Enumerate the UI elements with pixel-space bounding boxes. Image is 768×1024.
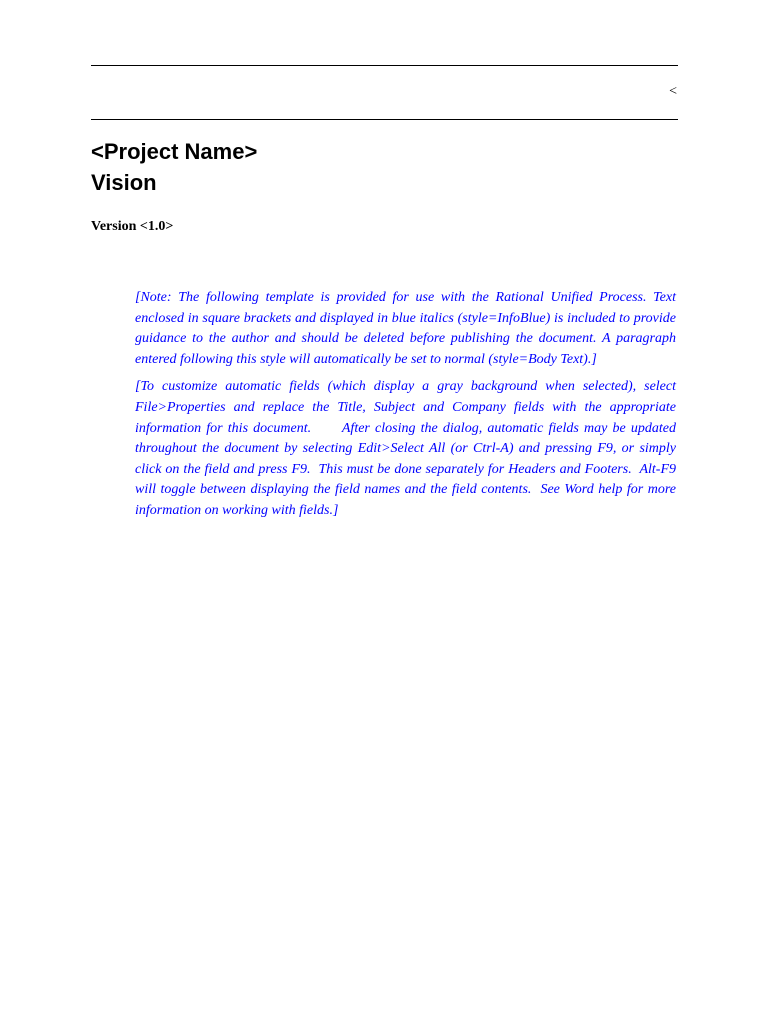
header-field-text: < bbox=[669, 84, 677, 99]
version-label: Version <1.0> bbox=[91, 219, 174, 234]
title-block bbox=[91, 136, 678, 198]
project-name-title: <Project Name> bbox=[91, 139, 258, 164]
customize-fields-note-paragraph: [To customize automatic fields (which display a gray background when selected), select File>Properties and replace the Title, Subject and Company fields with the appropriate information for this document. After closing the dialog, automatic fields may be updated throughout the document by selecting Edit>Select All (or Ctrl-A) and pressing F9, or simply click on the field and press F9. This must be done separately for Headers and Footers. Alt-F9 will toggle between displaying the field names and the field contents. See Word help for more information on working with fields.] bbox=[135, 379, 676, 518]
header-bottom-rule bbox=[91, 119, 678, 120]
template-note-paragraph: [Note: The following template is provided for use with the Rational Unified Process. Text enclosed in square brackets and displayed in blue italics (style=InfoBlue) is included to provide guidance to the author and should be deleted before publishing the document. A paragraph entered following this style will automatically be set to normal (style=Body Text).] bbox=[135, 290, 676, 367]
document-type-title: Vision bbox=[91, 170, 157, 195]
header-top-rule bbox=[91, 65, 678, 66]
info-notes bbox=[135, 288, 676, 529]
